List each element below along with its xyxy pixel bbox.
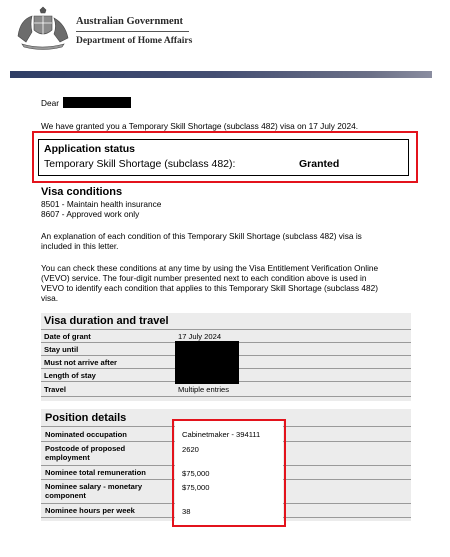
conditions-heading: Visa conditions (41, 186, 123, 198)
redacted-dates (175, 341, 239, 384)
table-row-value: 2620 (182, 445, 199, 454)
vevo-text: visa. (41, 293, 59, 303)
grant-line: We have granted you a Temporary Skill Shortage (subclass 482) visa on 17 July 2024. (41, 121, 358, 131)
status-value: Granted (299, 158, 340, 170)
coat-of-arms-icon (14, 6, 72, 50)
table-row-label: Date of grant (44, 332, 91, 341)
duration-heading: Visa duration and travel (44, 315, 169, 327)
salutation: Dear (41, 98, 59, 108)
table-row-value: 17 July 2024 (178, 332, 222, 341)
vevo-text: You can check these conditions at any time by using the Visa Entitlement Verification Online (41, 263, 379, 273)
table-divider (41, 396, 411, 397)
redacted-name (63, 97, 131, 108)
condition-item: 8501 - Maintain health insurance (41, 199, 162, 209)
header-band (10, 71, 432, 78)
table-row-label: employment (45, 453, 90, 462)
table-row-label: Stay until (44, 345, 79, 354)
condition-item: 8607 - Approved work only (41, 209, 140, 219)
vevo-text: VEVO to identify each condition that applies to this Temporary Skill Shortage (subclass 482) (41, 283, 378, 293)
status-visa: Temporary Skill Shortage (subclass 482): (44, 158, 236, 170)
department-name: Department of Home Affairs (76, 36, 193, 46)
explanation-text: included in this letter. (41, 241, 119, 251)
table-row-label: Nominee salary - monetary (45, 482, 143, 491)
table-row-label: Nominee total remuneration (45, 468, 146, 477)
table-row-label: Must not arrive after (44, 358, 118, 367)
table-row-label: component (45, 491, 86, 500)
status-title: Application status (44, 143, 136, 155)
table-row-label: Nominee hours per week (45, 506, 135, 515)
explanation-text: An explanation of each condition of this Temporary Skill Shortage (subclass 482) visa is (41, 231, 362, 241)
table-row-label: Nominated occupation (45, 430, 127, 439)
table-row-label: Length of stay (44, 371, 96, 380)
vevo-text: (VEVO) service. The four-digit number presented next to each condition above is used in (41, 273, 367, 283)
table-row-value: 38 (182, 507, 191, 516)
header-divider (76, 31, 189, 32)
position-highlight (172, 419, 286, 527)
table-row-value: Multiple entries (178, 385, 230, 394)
table-row-value: Cabinetmaker - 394111 (182, 430, 261, 439)
table-row-label: Postcode of proposed (45, 444, 126, 453)
table-row-label: Travel (44, 385, 66, 394)
table-row-value: $75,000 (182, 469, 210, 478)
table-divider (41, 329, 411, 330)
position-heading: Position details (45, 412, 127, 424)
government-name: Australian Government (76, 16, 184, 27)
table-row-value: $75,000 (182, 483, 210, 492)
